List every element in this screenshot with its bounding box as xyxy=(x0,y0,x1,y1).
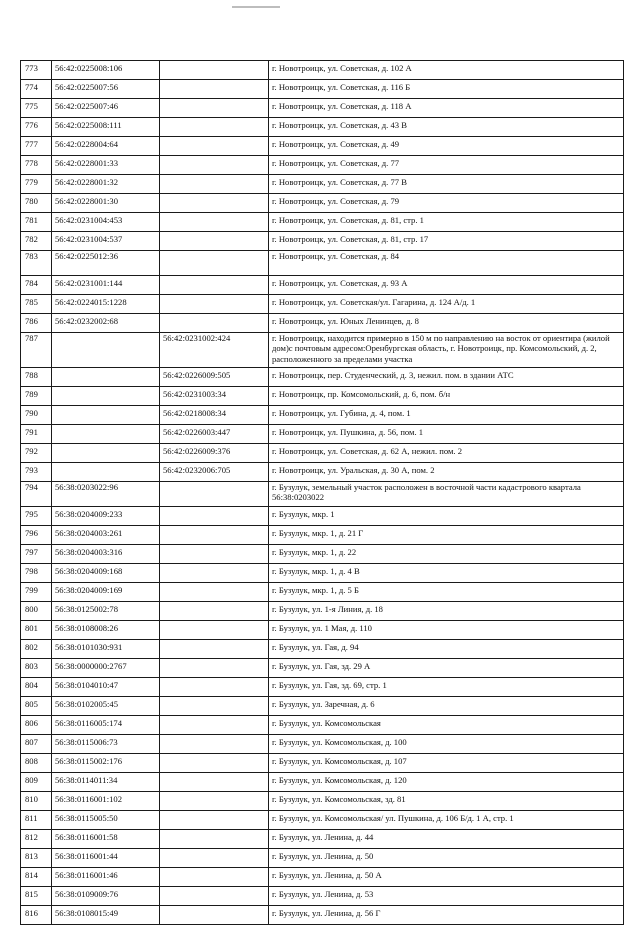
premises-cadastral-number-cell xyxy=(160,887,269,906)
address-cell: г. Бузулук, мкр. 1, д. 5 Б xyxy=(269,583,624,602)
row-number-cell: 774 xyxy=(21,80,52,99)
premises-cadastral-number-cell xyxy=(160,564,269,583)
premises-cadastral-number-cell xyxy=(160,811,269,830)
row-number-cell: 810 xyxy=(21,792,52,811)
cadastral-number-cell: 56:38:0102005:45 xyxy=(52,697,160,716)
table-row xyxy=(21,678,624,697)
address-cell: г. Новотроицк, ул. Советская, д. 102 А xyxy=(269,61,624,80)
address-cell: г. Новотроицк, ул. Советская, д. 62 А, нежил. пом. 2 xyxy=(269,444,624,463)
table-row xyxy=(21,659,624,678)
cadastral-number-cell xyxy=(52,444,160,463)
row-number-cell: 816 xyxy=(21,906,52,925)
address-cell: г. Бузулук, ул. Комсомольская xyxy=(269,716,624,735)
row-number-cell: 797 xyxy=(21,545,52,564)
premises-cadastral-number-cell xyxy=(160,754,269,773)
cadastral-number-cell: 56:38:0116001:46 xyxy=(52,868,160,887)
table-row xyxy=(21,735,624,754)
table-row xyxy=(21,545,624,564)
address-cell: г. Новотроицк, ул. Советская, д. 77 В xyxy=(269,175,624,194)
table-row xyxy=(21,482,624,507)
address-cell: г. Новотроицк, ул. Советская, д. 77 xyxy=(269,156,624,175)
row-number-cell: 811 xyxy=(21,811,52,830)
cadastral-number-cell xyxy=(52,406,160,425)
table-row xyxy=(21,425,624,444)
cadastral-number-cell: 56:42:0225007:46 xyxy=(52,99,160,118)
row-number-cell: 812 xyxy=(21,830,52,849)
scan-artifact xyxy=(232,6,280,8)
premises-cadastral-number-cell xyxy=(160,137,269,156)
row-number-cell: 786 xyxy=(21,314,52,333)
table-row xyxy=(21,276,624,295)
address-cell: г. Новотроицк, ул. Уральская, д. 30 А, пом. 2 xyxy=(269,463,624,482)
row-number-cell: 784 xyxy=(21,276,52,295)
row-number-cell: 777 xyxy=(21,137,52,156)
table-row xyxy=(21,868,624,887)
cadastral-number-cell: 56:38:0104010:47 xyxy=(52,678,160,697)
table-row xyxy=(21,697,624,716)
table-row xyxy=(21,811,624,830)
cadastral-number-cell: 56:42:0224015:1228 xyxy=(52,295,160,314)
address-cell: г. Новотроицк, ул. Советская, д. 116 Б xyxy=(269,80,624,99)
premises-cadastral-number-cell xyxy=(160,276,269,295)
address-cell: г. Бузулук, мкр. 1, д. 21 Г xyxy=(269,526,624,545)
table-row xyxy=(21,792,624,811)
cadastral-number-cell: 56:42:0232002:68 xyxy=(52,314,160,333)
address-cell: г. Новотроицк, ул. Советская, д. 81, стр. 1 xyxy=(269,213,624,232)
row-number-cell: 789 xyxy=(21,387,52,406)
table-row xyxy=(21,583,624,602)
premises-cadastral-number-cell xyxy=(160,640,269,659)
cadastral-number-cell: 56:42:0231001:144 xyxy=(52,276,160,295)
cadastral-number-cell: 56:42:0225012:36 xyxy=(52,251,160,276)
cadastral-number-cell: 56:38:0108008:26 xyxy=(52,621,160,640)
table-row xyxy=(21,368,624,387)
cadastral-number-cell: 56:38:0125002:78 xyxy=(52,602,160,621)
cadastral-number-cell: 56:42:0228004:64 xyxy=(52,137,160,156)
table-row xyxy=(21,621,624,640)
row-number-cell: 807 xyxy=(21,735,52,754)
row-number-cell: 779 xyxy=(21,175,52,194)
address-cell: г. Новотроицк, ул. Губина, д. 4, пом. 1 xyxy=(269,406,624,425)
cadastral-number-cell: 56:38:0108015:49 xyxy=(52,906,160,925)
row-number-cell: 814 xyxy=(21,868,52,887)
premises-cadastral-number-cell xyxy=(160,773,269,792)
premises-cadastral-number-cell: 56:42:0231003:34 xyxy=(160,387,269,406)
address-cell: г. Бузулук, ул. Ленина, д. 56 Г xyxy=(269,906,624,925)
premises-cadastral-number-cell xyxy=(160,295,269,314)
table-row xyxy=(21,80,624,99)
premises-cadastral-number-cell xyxy=(160,659,269,678)
table-row xyxy=(21,773,624,792)
row-number-cell: 803 xyxy=(21,659,52,678)
table-row xyxy=(21,463,624,482)
address-cell: г. Бузулук, ул. Ленина, д. 50 xyxy=(269,849,624,868)
cadastral-number-cell: 56:38:0204003:261 xyxy=(52,526,160,545)
table-row xyxy=(21,906,624,925)
row-number-cell: 782 xyxy=(21,232,52,251)
row-number-cell: 775 xyxy=(21,99,52,118)
row-number-cell: 787 xyxy=(21,333,52,368)
table-row xyxy=(21,564,624,583)
cadastral-number-cell xyxy=(52,425,160,444)
row-number-cell: 785 xyxy=(21,295,52,314)
row-number-cell: 776 xyxy=(21,118,52,137)
address-cell: г. Бузулук, ул. Гая, зд. 69, стр. 1 xyxy=(269,678,624,697)
row-number-cell: 780 xyxy=(21,194,52,213)
table-row xyxy=(21,754,624,773)
address-cell: г. Бузулук, мкр. 1, д. 4 В xyxy=(269,564,624,583)
table-row xyxy=(21,175,624,194)
table-row xyxy=(21,333,624,368)
row-number-cell: 800 xyxy=(21,602,52,621)
address-cell: г. Бузулук, ул. Комсомольская, д. 120 xyxy=(269,773,624,792)
table-row xyxy=(21,251,624,276)
address-cell: г. Бузулук, земельный участок расположен в восточной части кадастрового квартала 56:38:0203022 xyxy=(269,482,624,507)
premises-cadastral-number-cell xyxy=(160,716,269,735)
premises-cadastral-number-cell xyxy=(160,61,269,80)
premises-cadastral-number-cell: 56:42:0226009:505 xyxy=(160,368,269,387)
address-cell: г. Бузулук, ул. Комсомольская, зд. 81 xyxy=(269,792,624,811)
premises-cadastral-number-cell xyxy=(160,213,269,232)
cadastral-number-cell: 56:42:0228001:32 xyxy=(52,175,160,194)
address-cell: г. Бузулук, ул. Ленина, д. 50 А xyxy=(269,868,624,887)
cadastral-number-cell: 56:38:0115005:50 xyxy=(52,811,160,830)
cadastral-number-cell: 56:38:0116001:58 xyxy=(52,830,160,849)
premises-cadastral-number-cell xyxy=(160,251,269,276)
premises-cadastral-number-cell xyxy=(160,830,269,849)
cadastral-number-cell: 56:38:0203022:96 xyxy=(52,482,160,507)
row-number-cell: 806 xyxy=(21,716,52,735)
row-number-cell: 802 xyxy=(21,640,52,659)
premises-cadastral-number-cell: 56:42:0232006:705 xyxy=(160,463,269,482)
cadastral-number-cell: 56:38:0204009:169 xyxy=(52,583,160,602)
premises-cadastral-number-cell: 56:42:0226009:376 xyxy=(160,444,269,463)
cadastral-number-cell xyxy=(52,333,160,368)
table-row xyxy=(21,137,624,156)
address-cell: г. Бузулук, ул. Комсомольская, д. 100 xyxy=(269,735,624,754)
row-number-cell: 801 xyxy=(21,621,52,640)
row-number-cell: 796 xyxy=(21,526,52,545)
table-row xyxy=(21,61,624,80)
address-cell: г. Новотроицк, ул. Советская, д. 93 А xyxy=(269,276,624,295)
cadastral-number-cell: 56:42:0228001:33 xyxy=(52,156,160,175)
table-row xyxy=(21,406,624,425)
table-row xyxy=(21,295,624,314)
registry-table-body xyxy=(21,61,624,925)
table-row xyxy=(21,99,624,118)
property-registry-table xyxy=(20,60,624,925)
row-number-cell: 795 xyxy=(21,507,52,526)
row-number-cell: 815 xyxy=(21,887,52,906)
table-row xyxy=(21,118,624,137)
row-number-cell: 773 xyxy=(21,61,52,80)
address-cell: г. Новотроицк, ул. Советская, д. 118 А xyxy=(269,99,624,118)
address-cell: г. Новотроицк, пер. Студенческий, д. 3, нежил. пом. в здании АТС xyxy=(269,368,624,387)
address-cell: г. Новотроицк, ул. Пушкина, д. 56, пом. 1 xyxy=(269,425,624,444)
cadastral-number-cell xyxy=(52,368,160,387)
address-cell: г. Бузулук, ул. Ленина, д. 44 xyxy=(269,830,624,849)
row-number-cell: 791 xyxy=(21,425,52,444)
row-number-cell: 778 xyxy=(21,156,52,175)
premises-cadastral-number-cell xyxy=(160,175,269,194)
address-cell: г. Новотроицк, ул. Советская, д. 43 В xyxy=(269,118,624,137)
address-cell: г. Новотроицк, пр. Комсомольский, д. 6, пом. б/н xyxy=(269,387,624,406)
premises-cadastral-number-cell xyxy=(160,99,269,118)
premises-cadastral-number-cell xyxy=(160,583,269,602)
premises-cadastral-number-cell: 56:42:0226003:447 xyxy=(160,425,269,444)
cadastral-number-cell: 56:38:0204003:316 xyxy=(52,545,160,564)
row-number-cell: 790 xyxy=(21,406,52,425)
address-cell: г. Новотроицк, ул. Советская, д. 49 xyxy=(269,137,624,156)
premises-cadastral-number-cell xyxy=(160,507,269,526)
premises-cadastral-number-cell xyxy=(160,602,269,621)
row-number-cell: 783 xyxy=(21,251,52,276)
premises-cadastral-number-cell xyxy=(160,678,269,697)
table-row xyxy=(21,716,624,735)
premises-cadastral-number-cell xyxy=(160,482,269,507)
row-number-cell: 809 xyxy=(21,773,52,792)
table-row xyxy=(21,602,624,621)
premises-cadastral-number-cell xyxy=(160,849,269,868)
address-cell: г. Новотроицк, ул. Советская, д. 79 xyxy=(269,194,624,213)
cadastral-number-cell: 56:42:0228001:30 xyxy=(52,194,160,213)
premises-cadastral-number-cell xyxy=(160,906,269,925)
address-cell: г. Новотроицк, ул. Советская, д. 84 xyxy=(269,251,624,276)
address-cell: г. Бузулук, мкр. 1 xyxy=(269,507,624,526)
row-number-cell: 813 xyxy=(21,849,52,868)
premises-cadastral-number-cell xyxy=(160,735,269,754)
premises-cadastral-number-cell xyxy=(160,868,269,887)
cadastral-number-cell: 56:38:0115002:176 xyxy=(52,754,160,773)
address-cell: г. Бузулук, ул. Ленина, д. 53 xyxy=(269,887,624,906)
cadastral-number-cell: 56:42:0225007:56 xyxy=(52,80,160,99)
table-row xyxy=(21,640,624,659)
table-row xyxy=(21,387,624,406)
address-cell: г. Бузулук, ул. 1 Мая, д. 110 xyxy=(269,621,624,640)
cadastral-number-cell: 56:38:0116001:102 xyxy=(52,792,160,811)
row-number-cell: 788 xyxy=(21,368,52,387)
cadastral-number-cell: 56:38:0204009:233 xyxy=(52,507,160,526)
cadastral-number-cell: 56:38:0000000:2767 xyxy=(52,659,160,678)
premises-cadastral-number-cell: 56:42:0231002:424 xyxy=(160,333,269,368)
premises-cadastral-number-cell xyxy=(160,156,269,175)
cadastral-number-cell: 56:38:0115006:73 xyxy=(52,735,160,754)
cadastral-number-cell: 56:42:0225008:111 xyxy=(52,118,160,137)
premises-cadastral-number-cell xyxy=(160,194,269,213)
cadastral-number-cell: 56:42:0231004:537 xyxy=(52,232,160,251)
cadastral-number-cell: 56:38:0204009:168 xyxy=(52,564,160,583)
premises-cadastral-number-cell xyxy=(160,118,269,137)
cadastral-number-cell: 56:38:0116005:174 xyxy=(52,716,160,735)
table-row xyxy=(21,444,624,463)
table-row xyxy=(21,232,624,251)
premises-cadastral-number-cell xyxy=(160,621,269,640)
premises-cadastral-number-cell xyxy=(160,314,269,333)
table-row xyxy=(21,887,624,906)
premises-cadastral-number-cell xyxy=(160,80,269,99)
row-number-cell: 805 xyxy=(21,697,52,716)
address-cell: г. Бузулук, ул. Гая, д. 94 xyxy=(269,640,624,659)
address-cell: г. Новотроицк, находится примерно в 150 м по направлению на восток от ориентира (жилой дом)с почтовым адресом:Оренбургская область, г. Новотроицк, пр. Комсомольский, д. 2, расположенного за пределами участка xyxy=(269,333,624,368)
row-number-cell: 794 xyxy=(21,482,52,507)
table-row xyxy=(21,830,624,849)
address-cell: г. Бузулук, ул. Комсомольская, д. 107 xyxy=(269,754,624,773)
address-cell: г. Бузулук, ул. Заречная, д. 6 xyxy=(269,697,624,716)
table-row xyxy=(21,213,624,232)
table-row xyxy=(21,156,624,175)
row-number-cell: 792 xyxy=(21,444,52,463)
premises-cadastral-number-cell xyxy=(160,232,269,251)
cadastral-number-cell: 56:38:0114011:34 xyxy=(52,773,160,792)
address-cell: г. Новотроицк, ул. Советская, д. 81, стр. 17 xyxy=(269,232,624,251)
address-cell: г. Новотроицк, ул. Советская/ул. Гагарина, д. 124 А/д. 1 xyxy=(269,295,624,314)
row-number-cell: 808 xyxy=(21,754,52,773)
premises-cadastral-number-cell xyxy=(160,526,269,545)
table-row xyxy=(21,526,624,545)
cadastral-number-cell xyxy=(52,387,160,406)
address-cell: г. Бузулук, ул. Комсомольская/ ул. Пушкина, д. 106 Б/д. 1 А, стр. 1 xyxy=(269,811,624,830)
table-row xyxy=(21,849,624,868)
row-number-cell: 793 xyxy=(21,463,52,482)
cadastral-number-cell: 56:38:0109009:76 xyxy=(52,887,160,906)
premises-cadastral-number-cell: 56:42:0218008:34 xyxy=(160,406,269,425)
row-number-cell: 798 xyxy=(21,564,52,583)
cadastral-number-cell xyxy=(52,463,160,482)
cadastral-number-cell: 56:42:0231004:453 xyxy=(52,213,160,232)
premises-cadastral-number-cell xyxy=(160,697,269,716)
cadastral-number-cell: 56:38:0116001:44 xyxy=(52,849,160,868)
row-number-cell: 804 xyxy=(21,678,52,697)
cadastral-number-cell: 56:38:0101030:931 xyxy=(52,640,160,659)
row-number-cell: 781 xyxy=(21,213,52,232)
table-row xyxy=(21,314,624,333)
address-cell: г. Новотроицк, ул. Юных Ленинцев, д. 8 xyxy=(269,314,624,333)
row-number-cell: 799 xyxy=(21,583,52,602)
address-cell: г. Бузулук, ул. Гая, зд. 29 А xyxy=(269,659,624,678)
premises-cadastral-number-cell xyxy=(160,545,269,564)
cadastral-number-cell: 56:42:0225008:106 xyxy=(52,61,160,80)
address-cell: г. Бузулук, ул. 1-я Линия, д. 18 xyxy=(269,602,624,621)
premises-cadastral-number-cell xyxy=(160,792,269,811)
table-row xyxy=(21,194,624,213)
table-row xyxy=(21,507,624,526)
address-cell: г. Бузулук, мкр. 1, д. 22 xyxy=(269,545,624,564)
